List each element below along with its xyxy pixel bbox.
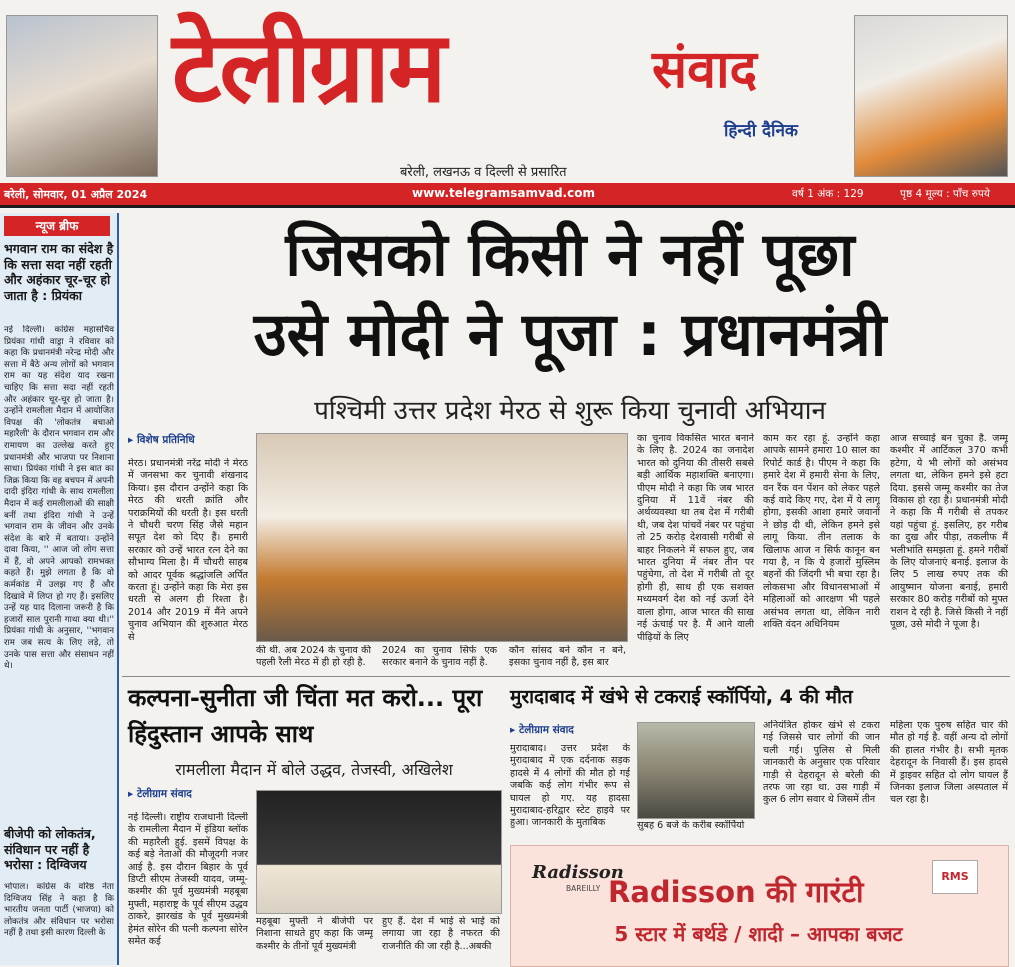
rally-caption-col3: हुए हैं. देश में भाई से भाई को लगाया जा रहा है नफरत की राजनीति की जा रही है...अबकी (382, 916, 500, 952)
bullet-icon: ▸ (128, 434, 137, 446)
lead-byline (128, 433, 195, 447)
lead-headline-line-2: उसे मोदी ने पूजा : प्रधानमंत्री (253, 300, 887, 370)
dateline-price: पृष्ठ 4 मूल्य : पाँच रुपये (900, 188, 990, 200)
bullet-icon: ▸ (510, 724, 519, 736)
news-brief-body-2: भोपाल। कांग्रेस के वरिष्ठ नेता दिग्विजय सिंह ने कहा है कि भारतीय जनता पार्टी (भाजपा) को लोकतंत्र और संविधान पर भरोसा नहीं है तथा इसी कारण दिल्ली के (4, 882, 114, 939)
accident-column-3: अनियंत्रित होकर खंभे से टकरा गई जिससे चार लोगों की जान चली गई। पुलिस से मिली जानकारी के अनुसार एक परिवार गाड़ी से देहरादून से बरेली की तरफ जा रहा था. उस गाड़ी में कुल 6 लोग सवार थे जिसमें तीन (763, 720, 880, 806)
masthead-published-from: बरेली, लखनऊ व दिल्ली से प्रसारित (400, 165, 567, 180)
lead-column-2: का चुनाव विकसित भारत बनाने के लिए है. 2024 का जनादेश भारत को दुनिया की तीसरी सबसे बड़ी आर्थिक महाशक्ति बनाएगा। पीएम मोदी ने कहा कि जब भारत दुनिया में 11वें नंबर की अर्थव्यवस्था था तब देश में गरीबी थी, जब देश पांचवें नंबर पर पहुंचा तो 25 करोड़ देशवासी गरीबी से बाहर निकलने में सफल हुए, जब भारत दुनिया में नंबर तीन पर पहुंचेगा, तो देश में गरीबी तो दूर होगी ही, साथ ही एक सशक्त मध्यमवर्ग देश को नई ऊर्जा देने वाला होगा, आज भारत की साख नई ऊंचाई पर है. मैं आने वाली पीढ़ियों के लिए (637, 433, 754, 643)
rally-subhead: रामलीला मैदान में बोले उद्धव, तेजस्वी, अखिलेश (175, 760, 453, 779)
dateline-bar-bottom-rule (0, 205, 1015, 208)
lead-photo-caption-1: की थी. अब 2024 के चुनाव की पहली रैली मेरठ में ही हो रही है. (256, 645, 371, 669)
lead-photo-caption-3: कौन सांसद बने कौन न बने, इसका चुनाव नहीं है, इस बार (509, 645, 626, 669)
accident-photo (637, 722, 755, 819)
dateline-issue: वर्ष 1 अंक : 129 (792, 188, 864, 200)
rally-headline: कल्पना-सुनीता जी चिंता मत करो... पूरा हिंदुस्तान आपके साथ (128, 684, 483, 748)
accident-column-1: मुरादाबाद। उत्तर प्रदेश के मुरादाबाद में एक दर्दनाक सड़क हादसे में 4 लोगों की मौत हो गई जबकि कई लोग गंभीर रूप से घायल हो गए. यह हादसा मुरादाबाद-हरिद्वार स्टेट हाइवे पर हुआ। जानकारी के मुताबिक (510, 743, 630, 829)
masthead-photo-left (6, 15, 158, 177)
ad-headline-en: Radisson (608, 875, 756, 909)
ad-headline (608, 872, 864, 911)
accident-photo-caption: सुबह 6 बजे के करीब स्कॉर्पियो (637, 820, 745, 831)
ad-subline: 5 स्टार में बर्थडे / शादी – आपका बजट (614, 922, 903, 946)
news-brief-body-1: नई दिल्ली। कांग्रेस महासचिव प्रियंका गांधी वाड्रा ने रविवार को कहा कि प्रधानमंत्री नरेन्द्र मोदी और सत्ता में बैठे अन्य लोगों को भगवान राम का यह संदेश याद रखना चाहिए कि सत्ता सदा नहीं रहती और अहंकार चूर-चूर हो जाता है। उन्होंने रामलीला मैदान में आयोजित विपक्ष की 'लोकतंत्र बचाओ महारैली' के दौरान भगवान राम और रामायण का उल्लेख करते हुए प्रधानमंत्री और भाजपा पर निशाना साधा। प्रियंका गांधी ने इस बात का जिक्र किया कि वह बचपन में अपनी दादी इंदिरा गांधी के साथ रामलीला मैदान में कई रामलीलाओं की साक्षी बनीं तथा इंदिरा गांधी ने उन्हें भगवान राम के जीवन और उनके संदेश के बारे में बताया। उन्होंने दावा किया, '' आज जो लोग सत्ता में हैं, वो अपने आपको रामभक्त कहते हैं। मुझे लगता है कि वो कर्मकांड में उलझ गए हैं और दिखावे में लिप्त हो गए हैं। इसलिए उन्हें यह याद दिलाना जरूरी है कि हजारों साल पुरानी गाथा क्या थी।'' प्रियंका गांधी के अनुसार, ''भगवान राम जब सत्य के लिए लड़े, तो उनके पास सत्ता और संसाधन नहीं थे। (4, 325, 114, 672)
bullet-icon: ▸ (128, 788, 137, 800)
lead-column-1: मेरठ। प्रधानमंत्री नरेंद्र मोदी ने मेरठ में जनसभा कर चुनावी शंखनाद किया। इस दौरान उन्होंने कहा कि मेरठ की धरती क्रांति और पराक्रमियों की धरती है। इस धरती ने चौधरी चरण सिंह जैसे महान सपूत देश को दिए हैं। हमारी सरकार को उन्हें भारत रत्न देने का सौभाग्य मिला है। मैं चौधरी साहब को आदर पूर्वक श्रद्धांजलि अर्पित करता हूं। उन्होंने कहा कि मेरा इस धरती से अलग ही रिश्ता है। 2014 और 2019 में मैंने अपने चुनाव अभियान की शुरुआत मेरठ से (128, 458, 248, 643)
accident-column-4: महिला एक पुरुष सहित चार की मौत हो गई है. वहीं अन्य दो लोगों की हालत गंभीर है। सभी मृतक देहरादून के निवासी हैं। इस हादसे में ड्राइवर सहित दो लोग घायल हैं जिनका इलाज जिला अस्पताल में चल रहा है। (890, 720, 1008, 806)
section-divider (122, 676, 1010, 677)
news-brief-headline-2: बीजेपी को लोकतंत्र, संविधान पर नहीं है भरोसा : दिग्विजय (4, 826, 96, 872)
masthead-tagline: हिन्दी दैनिक (724, 121, 798, 141)
accident-byline-text: टेलीग्राम संवाद (518, 724, 574, 736)
news-brief-headline-1: भगवान राम का संदेश है कि सत्ता सदा नहीं रहती और अहंकार चूर-चूर हो जाता है : प्रियंका (4, 241, 114, 303)
lead-column-4: आज सच्चाई बन चुका है. जम्मू कश्मीर में आर्टिकल 370 कभी हटेगा, ये भी लोगों को असंभव लगता था, लेकिन हमने इसे हटा दिया. इससे जम्मू कश्मीर का तेज विकास हो रहा है। प्रधानमंत्री मोदी ने कहा कि मैं गरीबी से तपकर यहां पहुंचा हूं. इसलिए, हर गरीब का दुख और पीड़ा, तकलीफ मैं भलीभांति समझता हूं. हमने गरीबों के लिए योजनाएं बनाई. इलाज के लिए 5 लाख रुपए तक की आयुष्मान योजना बनाई, हमारी सरकार 80 करोड़ गरीबों को मुफ्त राशन दे रही है. जिसे किसी ने नहीं पूछा, उसे मोदी ने पूजा है। (890, 433, 1008, 631)
accident-byline (510, 723, 574, 737)
lead-byline-text: विशेष प्रतिनिधि (136, 434, 195, 446)
lead-column-3: काम कर रहा हूं. उन्होंने कहा आपके सामने हमारा 10 साल का रिपोर्ट कार्ड है। पीएम ने कहा कि हमारे देश में हमारी सेना के लिए, वन रैंक वन पेंशन को लेकर पहले कई वादे किए गए, देश में ये लागू होगा, इसकी आशा हमारे जवानों ने छोड़ दी थी, लेकिन हमने इसे लागू किया. तीन तलाक के खिलाफ आज न सिर्फ कानून बन गया है, न कि ये हजारों मुस्लिम बहनों की जिंदगी भी बचा रहा है। लोकसभा और विधानसभाओं में महिलाओं को आरक्षण भी पहले असंभव लगता था, लेकिन नारी शक्ति वंदन अधिनियम (763, 433, 880, 631)
ad-brand-city: BAREILLY (566, 884, 601, 893)
rally-byline (128, 787, 192, 801)
lead-subhead: पश्चिमी उत्तर प्रदेश मेरठ से शुरू किया चुनावी अभियान (314, 396, 826, 426)
lead-photo-caption-2: 2024 का चुनाव सिर्फ एक सरकार बनाने के चुनाव नहीं है. (382, 645, 497, 669)
rally-photo (256, 790, 502, 914)
lead-headline-line-1: जिसको किसी ने नहीं पूछा (285, 220, 855, 290)
ad-logo-badge (932, 860, 978, 894)
masthead-title: टेलीग्राम (172, 11, 445, 125)
lead-photo (256, 433, 628, 642)
masthead-photo-right (854, 15, 1008, 177)
ad-brand-name: Radisson (532, 862, 624, 883)
accident-headline: मुरादाबाद में खंभे से टकराई स्कॉर्पियो, 4 की मौत (510, 686, 853, 708)
ad-logo-text: RMS (941, 870, 969, 883)
news-brief-label: न्यूज ब्रीफ (4, 216, 110, 236)
rally-column-1: नई दिल्ली। राष्ट्रीय राजधानी दिल्ली के रामलीला मैदान में इंडिया ब्लॉक की महारैली हुई. इसमें विपक्ष के कई बड़े नेताओं की मौजूदगी नजर आई है. इस दौरान बिहार के पूर्व डिप्टी सीएम तेजस्वी यादव, जम्मू-कश्मीर की पूर्व मुख्यमंत्री महबूबा मुफ्ती, महाराष्ट्र के पूर्व सीएम उद्धव ठाकरे, झारखंड के पूर्व मुख्यमंत्री हेमंत सोरेन की पत्नी कल्पना सोरेन समेत कई (128, 812, 248, 948)
masthead-title-2: संवाद (652, 40, 758, 100)
rally-caption-col2: महबूबा मुफ्ती ने बीजेपी पर निशाना साधते हुए कहा कि जम्मू कश्मीर के तीनों पूर्व मुख्यमंत्री (256, 916, 373, 952)
dateline-website[interactable]: www.telegramsamvad.com (412, 186, 595, 200)
rally-byline-text: टेलीग्राम संवाद (136, 788, 192, 800)
ad-headline-hi: की गारंटी (765, 875, 864, 909)
dateline-place-date: बरेली, सोमवार, 01 अप्रैल 2024 (4, 188, 148, 201)
